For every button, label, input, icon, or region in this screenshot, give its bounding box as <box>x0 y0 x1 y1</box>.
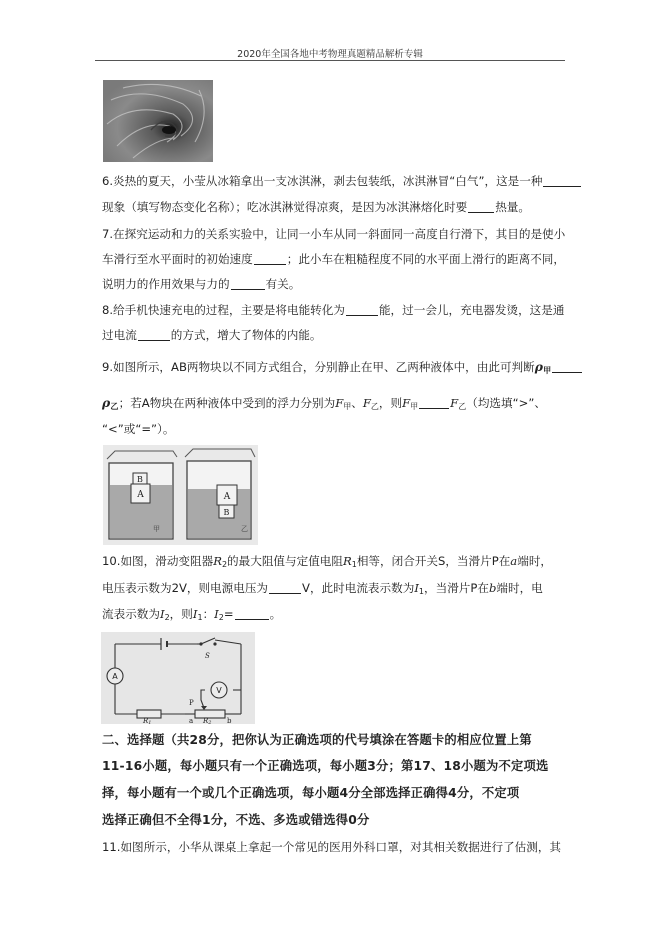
q10-line2 <box>102 580 543 600</box>
slider-p-label: P <box>189 699 194 707</box>
q7-text1: 7.在探究运动和力的关系实验中，让同一小车从同一斜面同一高度自行滑下，其目的是使小 <box>102 227 566 241</box>
q9-f-jia-sub-2: 甲 <box>410 402 419 411</box>
q6-text1: 6.炎热的夏天，小莹从冰箱拿出一支冰淇淋，剥去包装纸，冰淇淋冒“白气”，这是一种 <box>102 174 543 188</box>
q9-f-yi-sub-2: 乙 <box>458 402 467 411</box>
voltmeter-label: V <box>216 686 222 695</box>
q10-i2-sub: 2 <box>164 613 170 622</box>
q6-blank1[interactable] <box>543 174 581 187</box>
q10-text3d: 。 <box>269 607 282 621</box>
q10-text2d: 端时，电 <box>496 581 543 595</box>
q9-f-yi-2: F <box>450 396 459 410</box>
q10-a: a <box>510 554 518 568</box>
beaker-jia <box>107 451 177 539</box>
q9-blank1[interactable] <box>552 360 582 373</box>
q10-blank2[interactable] <box>235 607 269 620</box>
q6-blank2[interactable] <box>468 200 494 213</box>
q10-line1 <box>102 553 552 573</box>
q9-f-yi-sub: 乙 <box>370 402 379 411</box>
q7-line3 <box>102 276 300 292</box>
q10-eq: = <box>223 607 234 621</box>
beaker-jia-b-label: B <box>137 475 143 484</box>
beaker-yi-a-label: A <box>223 492 231 502</box>
q9-line2 <box>102 395 546 415</box>
q10-i1b: I <box>192 607 198 621</box>
q9-rho-yi: ρ <box>102 395 111 410</box>
q10-r1: R <box>342 554 352 568</box>
q10-r2: R <box>213 554 222 568</box>
q8-line1 <box>102 302 564 318</box>
q10-text1d: 端时， <box>517 554 553 568</box>
r2-label: R2 <box>203 717 212 724</box>
q6-text2a: 现象（填写物态变化名称）；吃冰淇淋觉得凉爽，是因为冰淇淋熔化时要 <box>102 200 468 214</box>
q10-i2b-sub: 2 <box>218 613 224 622</box>
q10-i1: I <box>414 581 419 595</box>
page-header: 2020年全国各地中考物理真题精品解析专辑 <box>237 49 423 60</box>
q7-blank2[interactable] <box>231 277 265 290</box>
circuit-figure <box>101 632 255 724</box>
q8-line2 <box>102 327 322 343</box>
q9-line1 <box>102 359 583 379</box>
q7-text2a: 车滑行至水平面时的初始速度 <box>102 252 253 266</box>
section2-line3: 择，每小题有一个或几个正确选项，每小题4分全部选择正确得4分，不定项 <box>102 786 520 800</box>
vortex-photo <box>103 80 213 162</box>
q10-text2b: V，此时电流表示数为 <box>302 581 415 595</box>
section2-line2: 11-16小题，每小题只有一个正确选项，每小题3分；第17、18小题为不定项选 <box>102 759 549 773</box>
r1-symbol <box>137 710 161 718</box>
q9-text3: “<”或“=”）。 <box>102 422 175 436</box>
q8-text2a: 过电流 <box>102 328 137 342</box>
q10-i2: I <box>159 607 165 621</box>
q9-f-jia: F <box>335 396 344 410</box>
r2-b-label: b <box>227 717 232 724</box>
q7-line1 <box>102 226 565 242</box>
q9-blank2[interactable] <box>419 396 449 409</box>
q7-text3a: 说明力的作用效果与力的 <box>102 277 230 291</box>
beaker-jia-a-label: A <box>137 490 144 500</box>
q10-text1b: 的最大阻值与定值电阻 <box>227 554 343 568</box>
q10-text2a: 电压表示数为2V，则电源电压为 <box>102 581 269 595</box>
q10-i1-sub: 1 <box>418 587 424 596</box>
q10-text3a: 流表示数为 <box>102 607 160 621</box>
q10-i2b: I <box>214 607 219 621</box>
q10-i1b-sub: 1 <box>197 613 203 622</box>
beaker-yi-b-label: B <box>223 508 230 517</box>
q7-text3b: 有关。 <box>265 277 301 291</box>
q8-blank2[interactable] <box>138 328 170 341</box>
r1-label: R1 <box>143 717 152 724</box>
q10-blank1[interactable] <box>269 581 301 594</box>
q10-text3b: ，则 <box>169 607 193 621</box>
q9-sub-yi: 乙 <box>110 402 119 411</box>
q10-colon: ： <box>202 607 215 621</box>
q9-line3 <box>102 421 174 437</box>
section2-line1: 二、选择题（共28分，把你认为正确选项的代号填涂在答题卡的相应位置上第 <box>102 733 532 747</box>
q9-sep: 、 <box>351 396 363 410</box>
q9-f-yi: F <box>362 396 371 410</box>
q10-r1-sub: 1 <box>351 560 357 569</box>
q9-text2b: ，则 <box>378 396 403 410</box>
section2-line4: 选择正确但不全得1分，不选、多选或错选得0分 <box>102 813 370 827</box>
q7-blank1[interactable] <box>254 252 286 265</box>
beaker-figure <box>103 445 258 545</box>
r2-a-label: a <box>189 717 194 724</box>
q11-line1: 11.如图所示，小华从课桌上拿起一个常见的医用外科口罩，对其相关数据进行了估测，其 <box>102 840 562 854</box>
switch-label: S <box>205 652 210 660</box>
q9-text1a: 9.如图所示，AB两物块以不同方式组合，分别静止在甲、乙两种液体中，由此可判断 <box>102 360 535 374</box>
q10-text1a: 10.如图，滑动变阻器 <box>102 554 214 568</box>
header-rule <box>95 60 565 61</box>
q9-rho-jia: ρ <box>534 359 544 374</box>
q7-line2 <box>102 251 565 267</box>
r2-symbol <box>195 710 225 718</box>
q8-text2b: 的方式，增大了物体的内能。 <box>170 328 322 342</box>
q8-blank1[interactable] <box>346 303 378 316</box>
beaker-jia-label: 甲 <box>153 525 160 533</box>
q6-line2 <box>102 199 530 215</box>
q8-text1b: 能，过一会儿，充电器发烫，这是通 <box>378 303 565 317</box>
q10-text2c: ，当滑片P在 <box>424 581 489 595</box>
q9-f-jia-2: F <box>402 396 411 410</box>
q10-line3 <box>102 606 281 626</box>
q6-line1 <box>102 173 582 189</box>
q10-b: b <box>488 581 497 595</box>
q8-text1a: 8.给手机快速充电的过程，主要是将电能转化为 <box>102 303 345 317</box>
beaker-yi-label: 乙 <box>241 525 248 533</box>
q6-text2b: 热量。 <box>495 200 530 214</box>
q9-f-jia-sub: 甲 <box>343 402 352 411</box>
q10-r2-sub: 2 <box>221 560 228 569</box>
q9-sub-jia: 甲 <box>543 366 552 375</box>
q10-text1c: 相等，闭合开关S，当滑片P在 <box>356 554 511 568</box>
beaker-yi <box>185 449 255 539</box>
ammeter-label: A <box>112 672 118 681</box>
q9-text2c: （均选填“>”、 <box>466 396 546 410</box>
q9-text2a: ；若A物块在两种液体中受到的浮力分别为 <box>118 396 336 410</box>
q7-text2b: ；此小车在粗糙程度不同的水平面上滑行的距离不同， <box>286 252 565 266</box>
